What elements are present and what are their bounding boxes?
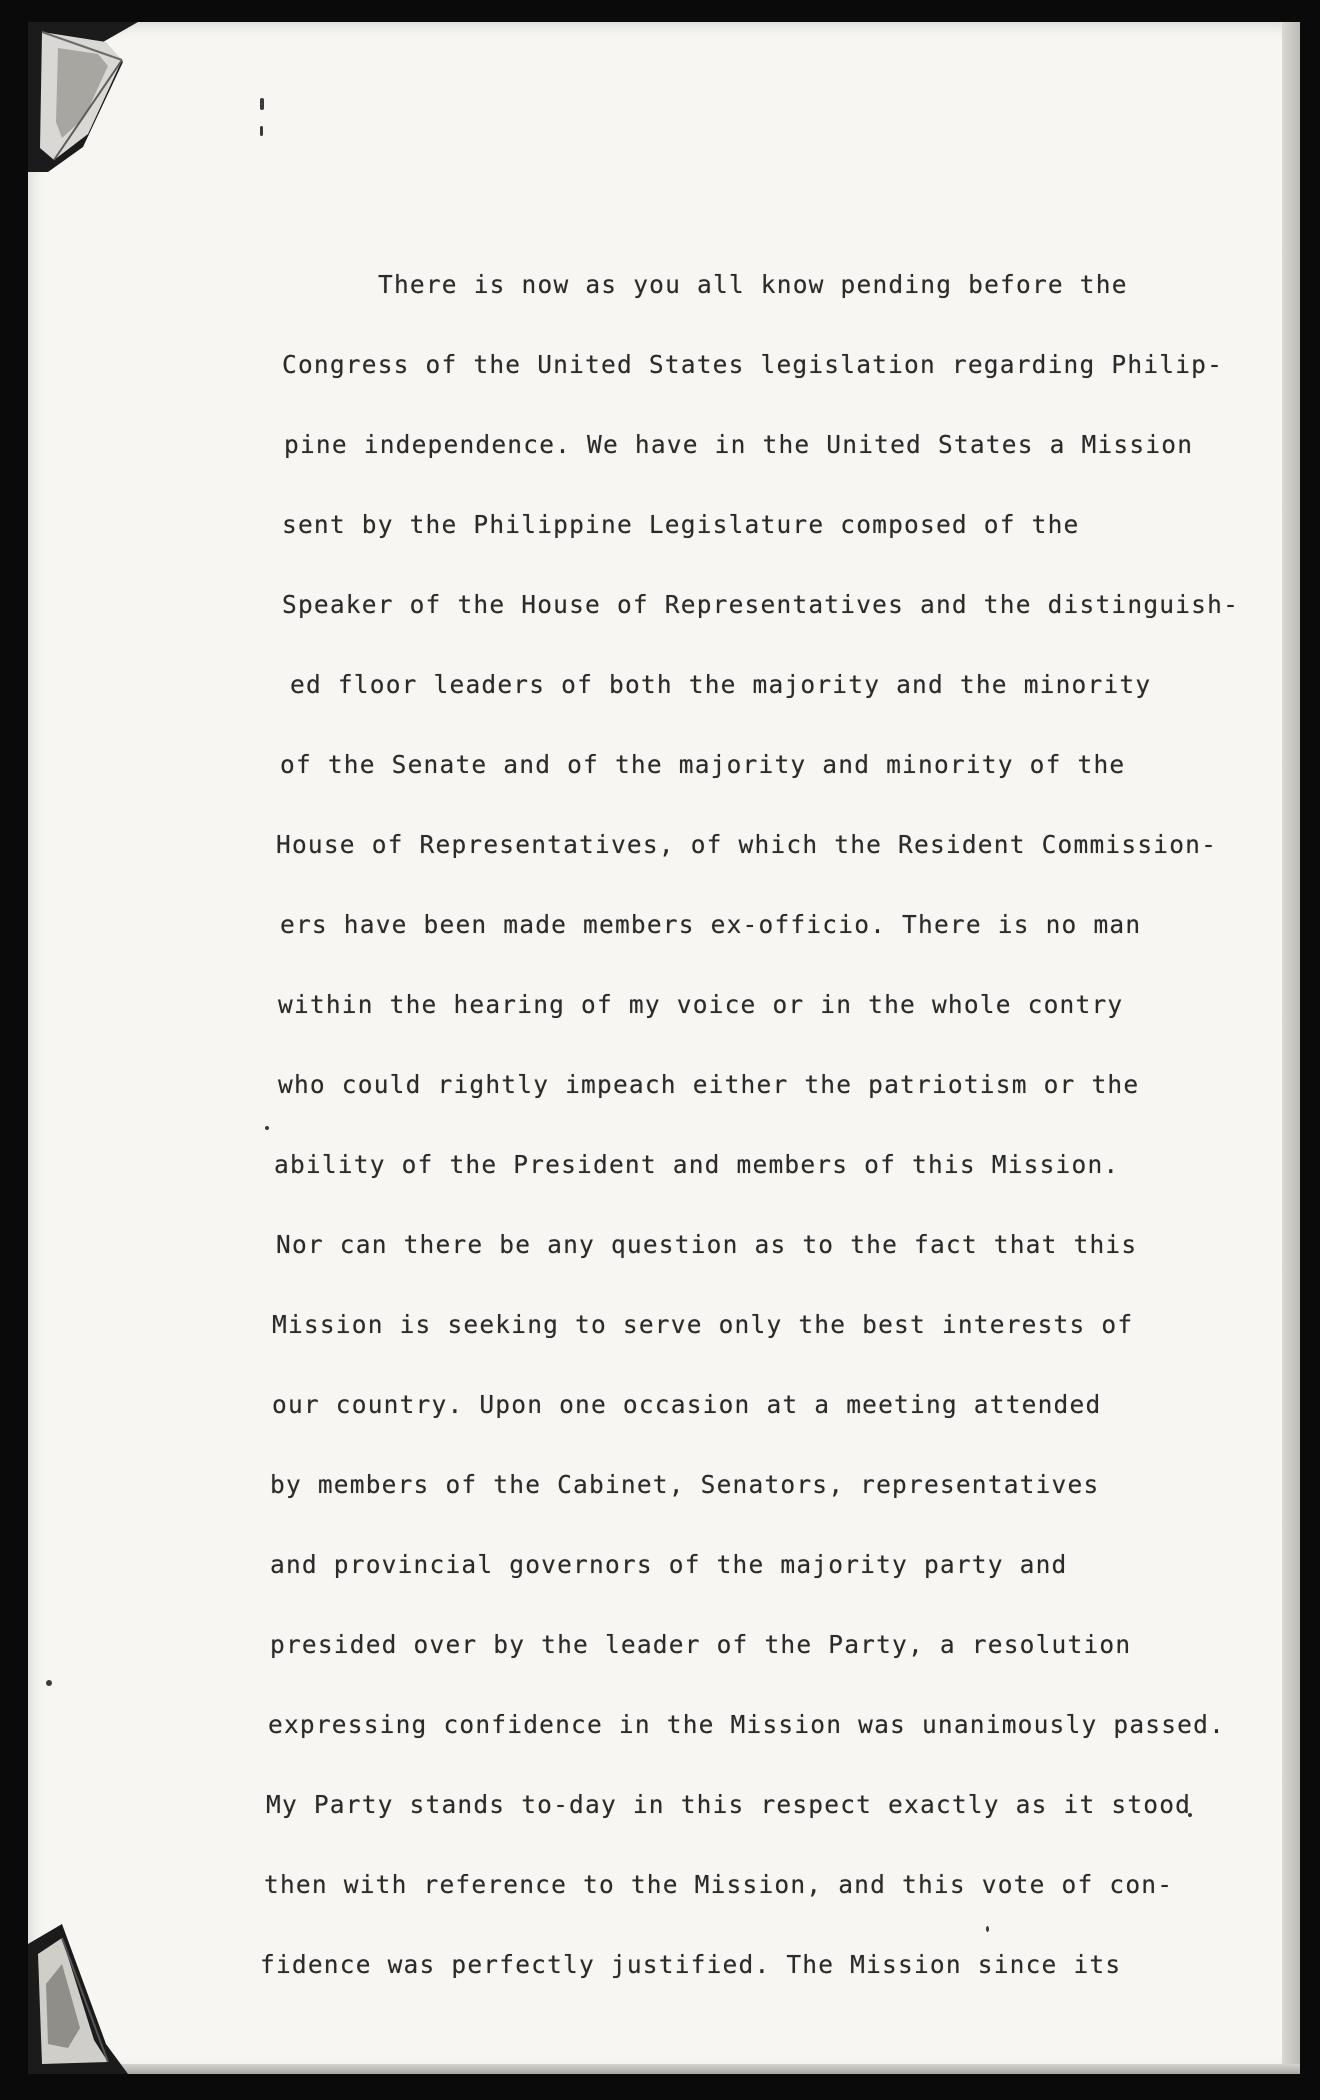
text-line: our country. Upon one occasion at a meeting attended	[272, 1390, 1102, 1419]
text-line: My Party stands to-day in this respect exactly as it stood	[266, 1790, 1192, 1819]
text-line: then with reference to the Mission, and this vote of con-	[264, 1870, 1174, 1899]
text-line: by members of the Cabinet, Senators, representatives	[270, 1470, 1100, 1499]
text-line: There is now as you all know pending before the	[378, 270, 1128, 299]
text-line: within the hearing of my voice or in the whole contry	[278, 990, 1124, 1019]
text-line: and provincial governors of the majority party and	[270, 1550, 1068, 1579]
text-line: Mission is seeking to serve only the best interests of	[272, 1310, 1134, 1339]
text-line: Congress of the United States legislation regarding Philip-	[282, 350, 1224, 379]
paper-sheet	[28, 22, 1300, 2074]
text-line: of the Senate and of the majority and minority of the	[280, 750, 1126, 779]
text-line: who could rightly impeach either the patriotism or the	[278, 1070, 1140, 1099]
typed-body-text	[28, 22, 1300, 2074]
text-line: expressing confidence in the Mission was unanimously passed.	[268, 1710, 1226, 1739]
text-line: House of Representatives, of which the Resident Commission-	[276, 830, 1218, 859]
text-line: ers have been made members ex-officio. There is no man	[280, 910, 1142, 939]
text-line: Nor can there be any question as to the fact that this	[276, 1230, 1138, 1259]
text-line: sent by the Philippine Legislature composed of the	[282, 510, 1080, 539]
text-line: fidence was perfectly justified. The Mission since its	[260, 1950, 1122, 1979]
text-line: pine independence. We have in the United States a Mission	[284, 430, 1194, 459]
text-line: ed floor leaders of both the majority and the minority	[290, 670, 1152, 699]
text-line: ability of the President and members of this Mission.	[274, 1150, 1120, 1179]
text-line: Speaker of the House of Representatives and the distinguish-	[282, 590, 1240, 619]
text-line: presided over by the leader of the Party, a resolution	[270, 1630, 1132, 1659]
